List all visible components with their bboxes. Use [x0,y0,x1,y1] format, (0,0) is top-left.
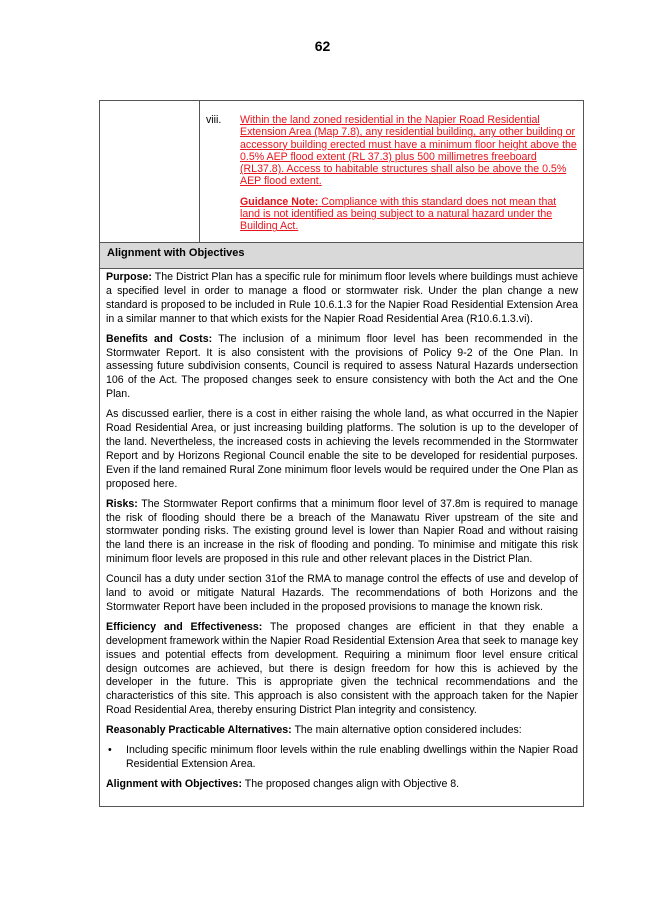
risks-paragraph [106,498,578,568]
benefits-label: Benefits and Costs: [106,332,213,345]
evaluation-body [106,271,578,798]
amendment-clause: Within the land zoned residential in the Napier Road Residential Extension Area (Map 7.8), any residential building, any other building or accessory building erected must have a minimum floor height above the 0.5% AEP flood extent (RL 37.3) plus 500 millimetres freeboard (RL37.8). Access to habitable structures shall also be above the 0.5% AEP flood extent. [240,114,577,188]
risks-label: Risks: [106,497,138,510]
council-paragraph: Council has a duty under section 31of the RMA to manage control the effects of use and develop of land to avoid or mitigate Natural Hazards. The recommendations of both Horizons and the Stormwater Report have been included in the proposed provisions to manage the known risk. [106,573,578,613]
clause-numeral: viii. [206,114,222,126]
alternatives-list [106,744,578,772]
amendment-text [240,114,578,233]
list-item-text: Including specific minimum floor levels within the rule enabling dwellings within the Napier Road Residential Extension Area. [126,744,578,770]
guidance-text: Compliance with this standard does not mean that land is not identified as being subject to a natural hazard under the Building Act. [240,195,557,233]
purpose-paragraph [106,271,578,327]
alignment-label: Alignment with Objectives: [106,777,242,790]
benefits-paragraph [106,333,578,403]
section-heading-row [100,242,583,269]
alignment-text: The proposed changes align with Objective 8. [244,777,460,790]
evaluation-table [99,100,584,807]
list-item [106,744,578,772]
efficiency-label: Efficiency and Effectiveness: [106,620,263,633]
alternatives-paragraph [106,724,578,738]
alignment-paragraph [106,778,578,792]
efficiency-text: The proposed changes are efficient in that they enable a development framework within the Napier Road Residential Extension Area that seek to manage key issues and potential effects from development. Requiring a minimum floor level ensure critical design outcomes are achieved, but there is design freedom for how this is achieved by the developer in the future. This is appropriate given the technical recommendations and the characteristics of this site. This approach is also consistent with the approach taken for the Napier Road Residential Area, thereby ensuring District Plan integrity and consistency. [106,620,578,717]
amendment-row [100,101,583,242]
risks-text: The Stormwater Report confirms that a minimum floor level of 37.8m is required to manage the risk of flooding should there be a breach of the Manawatu River upstream of the site and stormwater ponding risks. The existing ground level is lower than Napier Road and without raising the land there is an increase in the risk of flooding and ponding. To minimise and mitigate this risk minimum floor levels are proposed in this rule and other relevant places in the District Plan. [106,497,578,566]
alternatives-text: The main alternative option considered includes: [294,724,522,737]
benefits-text: The inclusion of a minimum floor level has been recommended in the Stormwater Report. It is also consistent with the provisions of Policy 9-2 of the One Plan. In assessing future subdivision consents, Council is required to assess Natural Hazards undersection 106 of the Act. The proposed changes seek to ensure consistency with both the Act and the One Plan. [106,332,578,401]
bullet-icon: • [108,744,112,757]
guidance-label: Guidance Note: [240,195,319,208]
purpose-text: The District Plan has a specific rule for minimum floor levels where buildings must achieve a specified level in order to manage a flood or stormwater risk. Under the plan change a new standard is proposed to be included in Rule 10.6.1.3 for the Napier Road Residential Extension Area in a similar manner to that which exists for the Napier Road Residential Area (R10.6.1.3.vi). [106,271,578,325]
section-heading: Alignment with Objectives [107,247,245,259]
page-number: 62 [314,38,331,54]
cost-paragraph: As discussed earlier, there is a cost in either raising the whole land, as what occurred in the Napier Road Residential Area, or just increasing building platforms. The solution is up to the developer of the land. Nevertheless, the increased costs in achieving the levels recommended in the Stormwater Report and by Horizons Regional Council enable the site to be developed for residential purposes. Even if the land remained Rural Zone minimum floor levels would be required under the One Plan as proposed here. [106,408,578,490]
efficiency-paragraph [106,621,578,718]
guidance-note [240,196,578,233]
alternatives-label: Reasonably Practicable Alternatives: [106,724,292,737]
column-divider [199,101,200,242]
purpose-label: Purpose: [106,271,152,283]
